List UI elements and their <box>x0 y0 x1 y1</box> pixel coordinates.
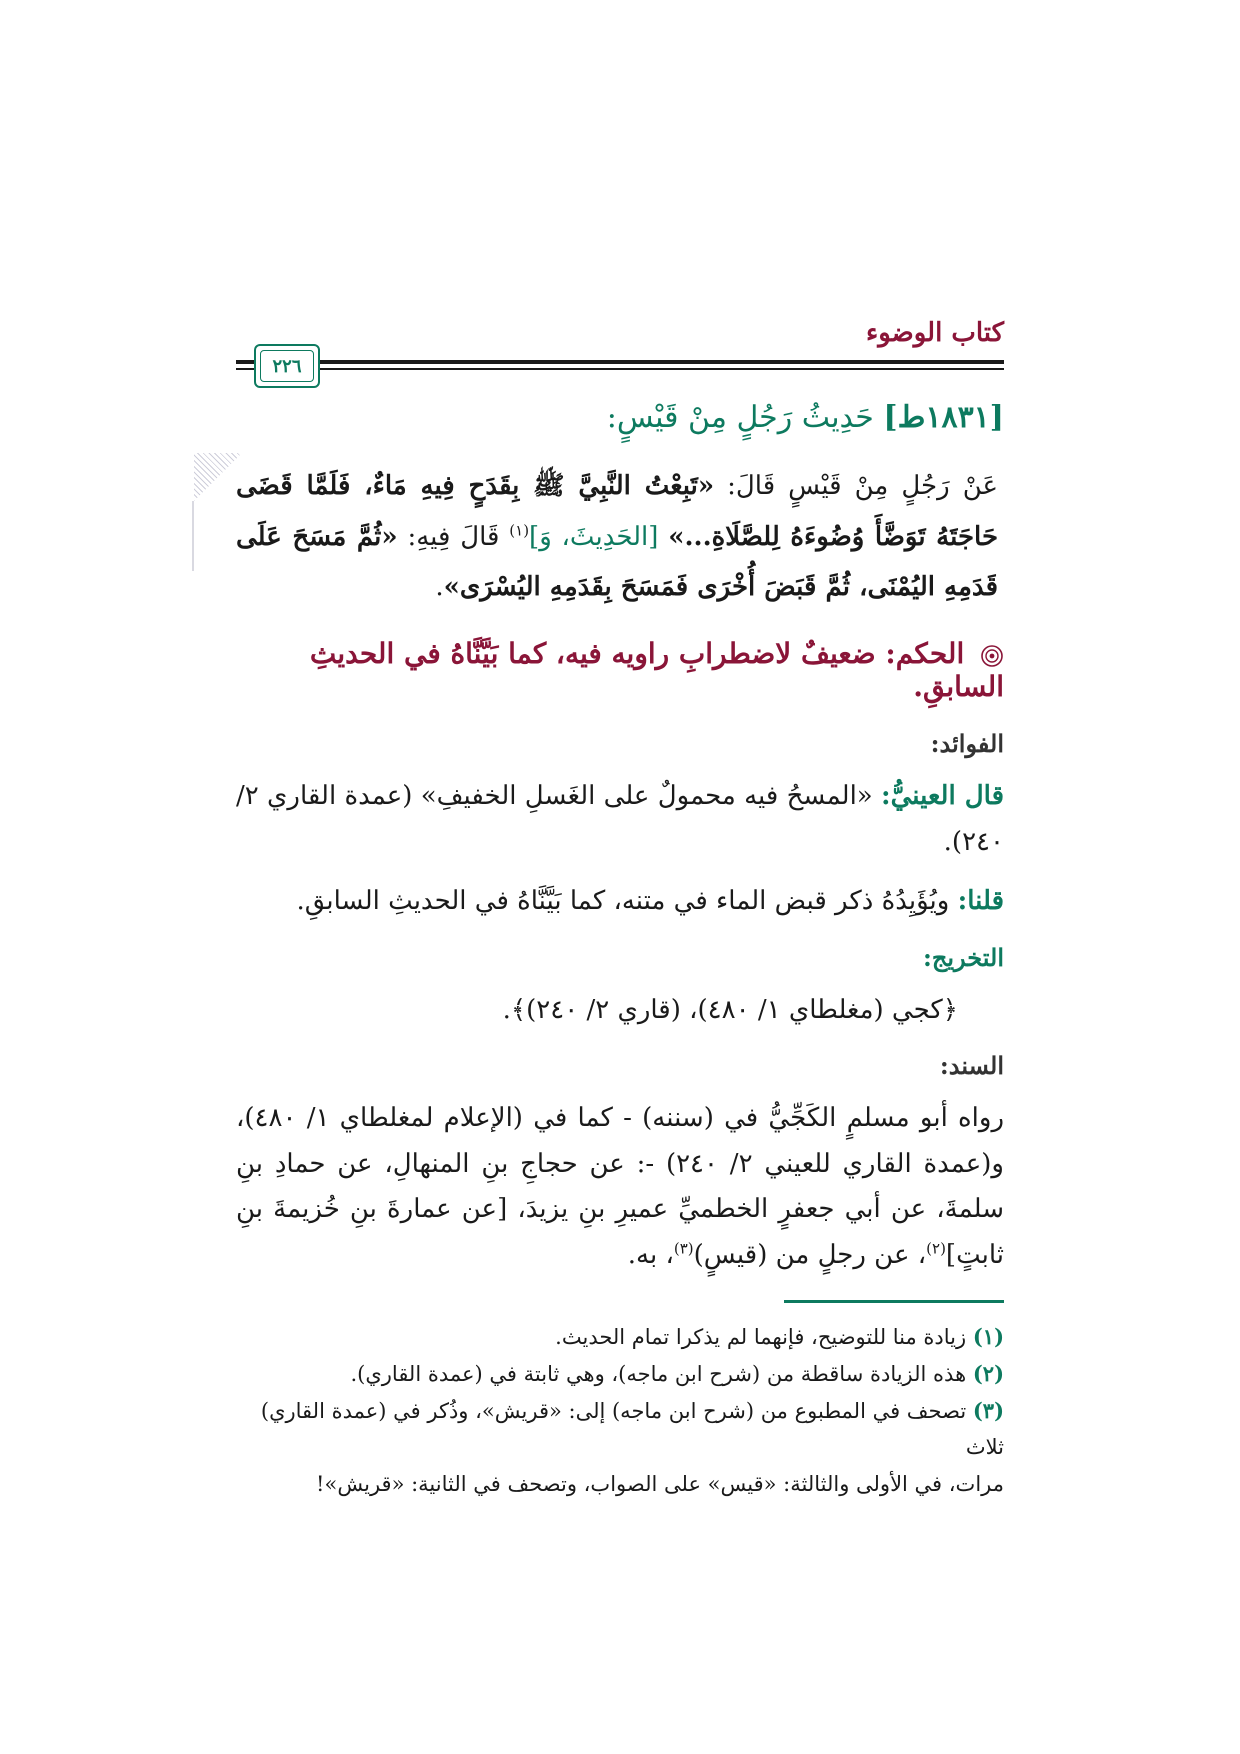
takhrij-text: ﴿كجي (مغلطاي ١/ ٤٨٠)، (قاري ٢/ ٢٤٠)﴾. <box>502 994 958 1025</box>
sanad-heading: السند: <box>939 1051 1004 1081</box>
footnote-3 <box>236 1393 1004 1467</box>
sanad-text-b: ، عن رجلٍ من (قيسٍ) <box>693 1239 927 1270</box>
corner-ornament <box>194 453 242 501</box>
hadith-title <box>236 400 1004 435</box>
footnote-3-number: (٣) <box>972 1397 1004 1423</box>
flower-ornament-icon <box>980 644 1004 668</box>
corner-line <box>192 501 194 571</box>
hadith-end: . <box>435 572 444 603</box>
takhrij-heading: التخريج: <box>923 942 1004 972</box>
page-header <box>236 300 1004 392</box>
hadith-number: [١٨٣١ط] <box>883 400 1004 435</box>
footnote-1-text: زيادة منا للتوضيح، فإنهما لم يذكرا تمام الحديث. <box>555 1325 973 1350</box>
fawaid-lead: قال العينيُّ: <box>881 781 1004 812</box>
hadith-text-box <box>236 461 1004 613</box>
hadith-line1-bold: «تَبِعْتُ النَّبِيَّ ﷺ بِقَدَحٍ فِيهِ مَاءٌ، فَلَمَّا قَضَى حَاجَتَهُ تَوَضَّأَ وُضُوءَهُ لِلصَّلَاةِ...» <box>236 471 999 552</box>
hukm-text: ضعيفٌ لاضطرابِ راويه فيه، كما بَيَّنَّاهُ في الحديثِ السابقِ. <box>309 637 1004 704</box>
footnote-2-number: (٢) <box>972 1360 1004 1386</box>
hadith-line1-plain: عَنْ رَجُلٍ مِنْ قَيْسٍ قَالَ: <box>714 471 998 501</box>
qulna-paragraph <box>236 879 1004 925</box>
footnote-separator <box>784 1300 1004 1303</box>
sanad-text-c: ، به. <box>627 1239 674 1270</box>
fawaid-text: «المسحُ فيه محمولٌ على الغَسلِ الخفيفِ» (عمدة القاري ٢/ ٢٤٠). <box>236 781 1004 857</box>
header-rule-thick <box>236 360 1004 364</box>
fawaid-paragraph <box>236 774 1004 865</box>
footnote-3-continuation: مرات، في الأولى والثالثة: «قيس» على الصواب، وتصحف في الثانية: «قريش»! <box>316 1472 1004 1497</box>
footnote-1 <box>236 1319 1004 1356</box>
hadith-line2-plain: قَالَ فِيهِ: <box>397 521 510 552</box>
footnote-marker-2[interactable]: (٢) <box>926 1238 946 1257</box>
book-title: كتاب الوضوء <box>866 318 1004 348</box>
hadith-text <box>236 461 998 613</box>
sanad-text-a: رواه أبو مسلمٍ الكَجِّيُّ في (سننه) - كما في (الإعلام لمغلطاي ١/ ٤٨٠)، و(عمدة القاري للعيني ٢/ ٢٤٠) -: عن حجاجِ بنِ المنهالِ، عن حمادِ بنِ سلمةَ، عن أبي جعفرٍ الخطميِّ عميرِ بنِ يزيدَ، [عن عمارةَ بنِ خُزيمةَ بنِ ثابتٍ] <box>236 1103 1005 1270</box>
page-number-text: ٢٢٦ <box>272 355 302 377</box>
page-number <box>254 344 320 388</box>
footnote-3-text: تصحف في المطبوع من (شرح ابن ماجه) إلى: «قريش»، وذُكر في (عمدة القاري) ثلاث <box>260 1398 1004 1460</box>
fawaid-heading: الفوائد: <box>930 729 1004 759</box>
hukm <box>236 637 1004 703</box>
hukm-label: الحكم: <box>885 637 965 671</box>
hadith-bracket: [الحَدِيثَ، وَ] <box>529 521 659 552</box>
hadith-title-text: حَدِيثُ رَجُلٍ مِنْ قَيْسٍ: <box>606 400 874 435</box>
footnotes <box>236 1319 1004 1503</box>
hadith-line2-bold: «ثُمَّ مَسَحَ عَلَى قَدَمِهِ اليُمْنَى، ثُمَّ قَبَضَ أُخْرَى فَمَسَحَ بِقَدَمِهِ اليُسْرَى» <box>236 521 998 603</box>
header-rule-thin <box>236 368 1004 370</box>
footnote-2-text: هذه الزيادة ساقطة من (شرح ابن ماجه)، وهي ثابتة في (عمدة القاري). <box>350 1361 973 1386</box>
sanad-paragraph <box>236 1096 1004 1278</box>
footnote-1-number: (١) <box>972 1324 1004 1350</box>
page <box>236 300 1004 1503</box>
footnote-2 <box>236 1356 1004 1393</box>
footnote-marker-1[interactable]: (١) <box>509 521 530 540</box>
footnote-marker-3[interactable]: (٣) <box>673 1238 694 1257</box>
qulna-lead: قلنا: <box>957 886 1004 917</box>
qulna-text: ويُؤَيِدُهُ ذكر قبض الماء في متنه، كما بَيَّنَّاهُ في الحديثِ السابقِ. <box>296 886 958 917</box>
